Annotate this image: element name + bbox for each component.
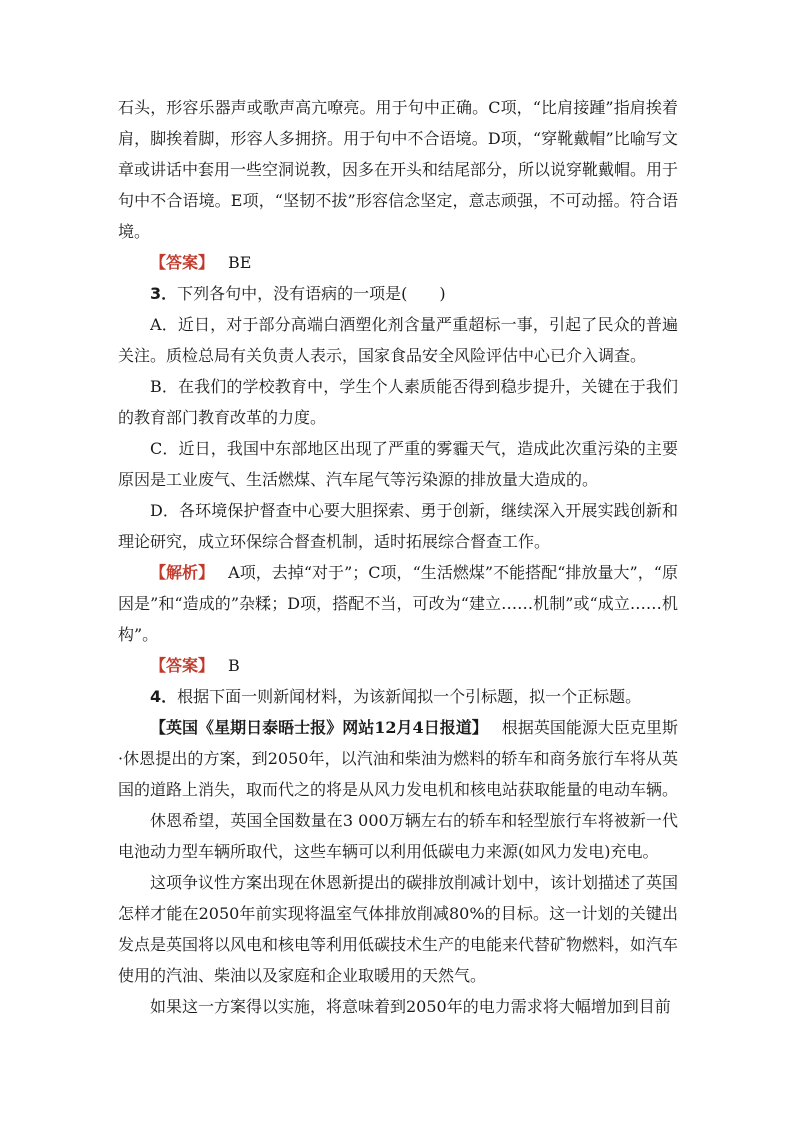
news-para-1 — [118, 712, 678, 805]
q3-answer — [118, 650, 678, 681]
news-para-4: 如果这一方案得以实施，将意味着到2050年的电力需求将大幅增加到目前 — [150, 997, 671, 1016]
news-para-2: 休恩希望，英国全国数量在3 000万辆左右的轿车和轻型旅行车将被新一代电池动力型车辆所取代，这些车辆可以利用低碳电力来源(如风力发电)充电。 — [118, 811, 678, 861]
q3-option-b: B．在我们的学校教育中，学生个人素质能否得到稳步提升，关键在于我们的教育部门教育改革的力度。 — [118, 377, 678, 427]
answer-tag: 【答案】 — [150, 656, 215, 675]
q2-answer — [118, 247, 678, 278]
question-stem: 下列各句中，没有语病的一项是( ) — [177, 284, 446, 303]
news-para-3: 这项争议性方案出现在休恩新提出的碳排放削减计划中，该计划描述了英国怎样才能在2050年前实现将温室气体排放削减80%的目标。这一计划的关键出发点是英国将以风电和核电等利用低碳技术生产的电能来代替矿物燃料，如汽车使用的汽油、柴油以及家庭和企业取暖用的天然气。 — [118, 873, 679, 985]
question-number: 3． — [150, 284, 178, 303]
q3-option-c: C．近日，我国中东部地区出现了严重的雾霾天气，造成此次重污染的主要原因是工业废气、生活燃煤、汽车尾气等污染源的排放量大造成的。 — [118, 439, 678, 489]
document-page — [118, 92, 678, 1022]
answer-value: BE — [228, 253, 252, 272]
question-stem: 根据下面一则新闻材料，为该新闻拟一个引标题，拟一个正标题。 — [177, 687, 642, 706]
q3-stem — [118, 278, 678, 309]
analysis-text: A项，去掉“对于”；C项，“生活燃煤”不能搭配“排放量大”，“原因是”和“造成的”杂糅；D项，搭配不当，可改为“建立……机制”或“成立……机构”。 — [118, 563, 678, 644]
q4-stem — [118, 681, 678, 712]
news-source: 【英国《星期日泰晤士报》网站12月4日报道】 — [150, 718, 488, 737]
q3-option-d: D．各环境保护督查中心要大胆探索、勇于创新，继续深入开展实践创新和理论研究，成立环保综合督查机制，适时拓展综合督查工作。 — [118, 501, 678, 551]
q3-analysis — [118, 557, 678, 650]
question-number: 4． — [150, 687, 178, 706]
analysis-tag: 【解析】 — [150, 563, 215, 582]
news-text: 根据英国能源大臣克里斯·休恩提出的方案，到2050年，以汽油和柴油为燃料的轿车和商务旅行车将从英国的道路上消失，取而代之的将是从风力发电机和核电站获取能量的电动车辆。 — [118, 718, 679, 799]
q3-option-a: A．近日，对于部分高端白酒塑化剂含量严重超标一事，引起了民众的普遍关注。质检总局有关负责人表示，国家食品安全风险评估中心已介入调查。 — [118, 315, 678, 365]
q2-analysis-continued: 石头，形容乐器声或歌声高亢嘹亮。用于句中正确。C项，“比肩接踵”指肩挨着肩，脚挨着脚，形容人多拥挤。用于句中不合语境。D项，“穿靴戴帽”比喻写文章或讲话中套用一些空洞说教，因多在开头和结尾部分，所以说穿靴戴帽。用于句中不合语境。E项，“坚韧不拔”形容信念坚定，意志顽强，不可动摇。符合语境。 — [118, 98, 679, 241]
answer-tag: 【答案】 — [150, 253, 215, 272]
answer-value: B — [228, 656, 240, 675]
